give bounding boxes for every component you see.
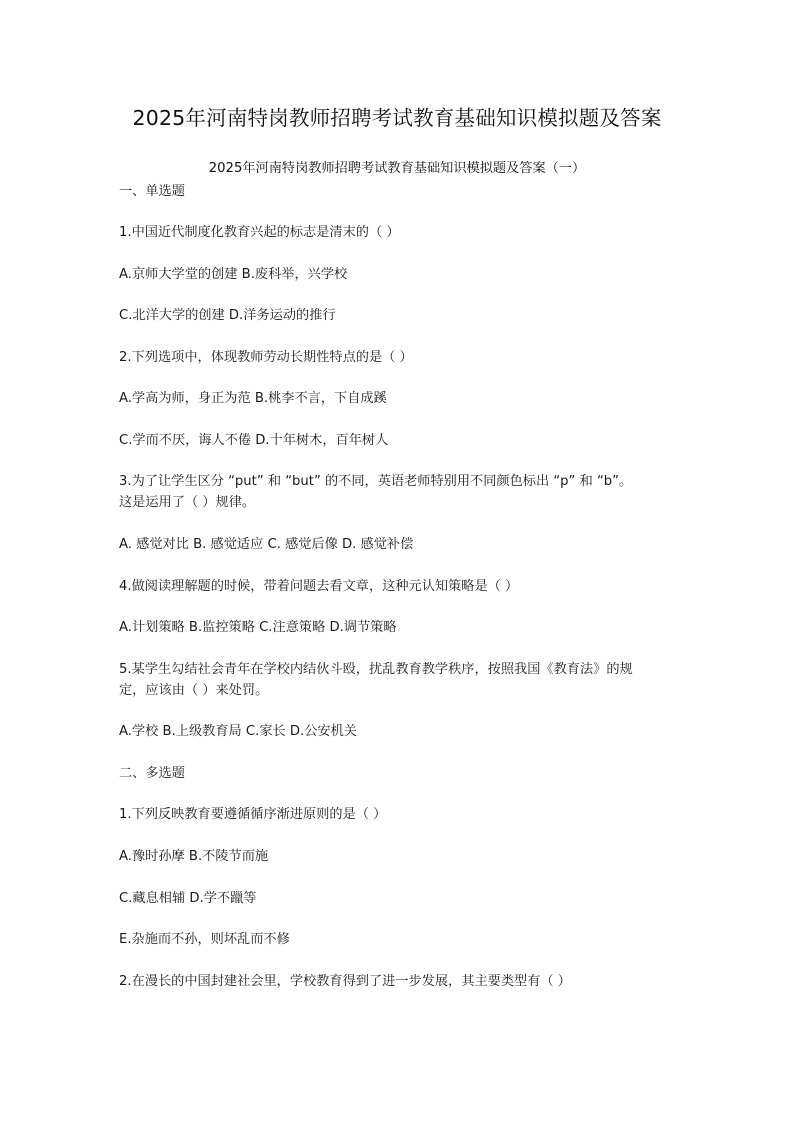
question-1-options-cd: C.北洋大学的创建 D.洋务运动的推行 [119, 308, 336, 323]
multi-question-1-options-ab: A.豫时孙摩 B.不陵节而施 [119, 849, 269, 864]
multi-question-1-options-cd: C.藏息相辅 D.学不躐等 [119, 891, 257, 906]
multi-question-2-stem: 2.在漫长的中国封建社会里，学校教育得到了进一步发展，其主要类型有（ ） [119, 974, 571, 989]
question-3-options: A. 感觉对比 B. 感觉适应 C. 感觉后像 D. 感觉补偿 [119, 537, 414, 552]
page-title: 2025年河南特岗教师招聘考试教育基础知识模拟题及答案 [132, 106, 662, 130]
document-subtitle: 2025年河南特岗教师招聘考试教育基础知识模拟题及答案（一） [208, 161, 586, 176]
question-3-stem-line-2: 这是运用了（ ）规律。 [119, 495, 256, 510]
question-5-stem-line-1: 5.某学生勾结社会青年在学校内结伙斗殴，扰乱教育教学秩序，按照我国《教育法》的规 [119, 662, 633, 677]
question-2-options-ab: A.学高为师，身正为范 B.桃李不言，下自成蹊 [119, 391, 387, 406]
multi-question-1-stem: 1.下列反映教育要遵循循序渐进原则的是（ ） [119, 807, 387, 822]
question-4-options: A.计划策略 B.监控策略 C.注意策略 D.调节策略 [119, 620, 397, 635]
question-1-stem: 1.中国近代制度化教育兴起的标志是清末的（ ） [119, 225, 400, 240]
question-3-stem-line-1: 3.为了让学生区分 “put” 和 “but” 的不同，英语老师特别用不同颜色标出 “p” 和 “b”。 [119, 474, 633, 489]
question-2-stem: 2.下列选项中，体现教师劳动长期性特点的是（ ） [119, 350, 413, 365]
question-5-stem-line-2: 定，应该由（ ）来处罚。 [119, 683, 269, 698]
section-heading-multiple-choice: 二、多选题 [119, 766, 185, 781]
question-5-options: A.学校 B.上级教育局 C.家长 D.公安机关 [119, 724, 357, 739]
question-2-options-cd: C.学而不厌，诲人不倦 D.十年树木，百年树人 [119, 433, 389, 448]
multi-question-1-option-e: E.杂施而不孙，则坏乱而不修 [119, 932, 290, 947]
question-1-options-ab: A.京师大学堂的创建 B.废科举，兴学校 [119, 267, 348, 282]
question-4-stem: 4.做阅读理解题的时候，带着问题去看文章，这种元认知策略是（ ） [119, 579, 519, 594]
section-heading-single-choice: 一、单选题 [119, 184, 185, 199]
